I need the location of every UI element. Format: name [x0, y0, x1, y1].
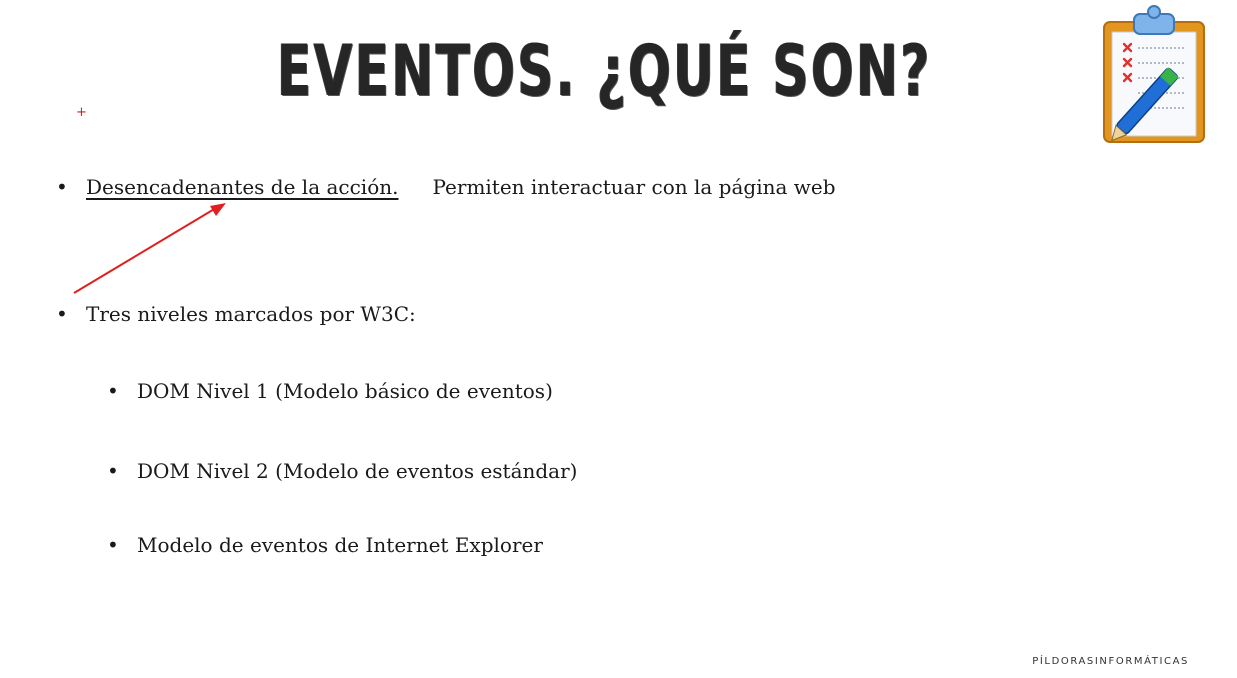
bullet-description: Permiten interactuar con la página web: [432, 175, 836, 199]
clipboard-checklist-icon: [1094, 4, 1214, 152]
sub-bullet-dot: •: [107, 459, 119, 483]
bullet-dot: •: [56, 302, 68, 326]
sub-bullet-item: DOM Nivel 2 (Modelo de eventos estándar): [137, 459, 578, 483]
footer-brand: PÍLDORASINFORMÁTICAS: [1032, 656, 1189, 667]
bullet-dot: •: [56, 175, 68, 199]
sub-bullet-item: DOM Nivel 1 (Modelo básico de eventos): [137, 379, 553, 403]
red-arrow-icon: [60, 195, 240, 305]
sub-bullet-item: Modelo de eventos de Internet Explorer: [137, 533, 543, 557]
sub-bullet-dot: •: [107, 533, 119, 557]
underlined-term: Desencadenantes de la acción.: [86, 175, 399, 199]
cursor-mark-icon: +: [76, 105, 87, 120]
slide-title: EVENTOS. ¿QUÉ SON?: [277, 30, 932, 112]
bullet-item-levels: Tres niveles marcados por W3C:: [86, 302, 416, 326]
sub-bullet-dot: •: [107, 379, 119, 403]
